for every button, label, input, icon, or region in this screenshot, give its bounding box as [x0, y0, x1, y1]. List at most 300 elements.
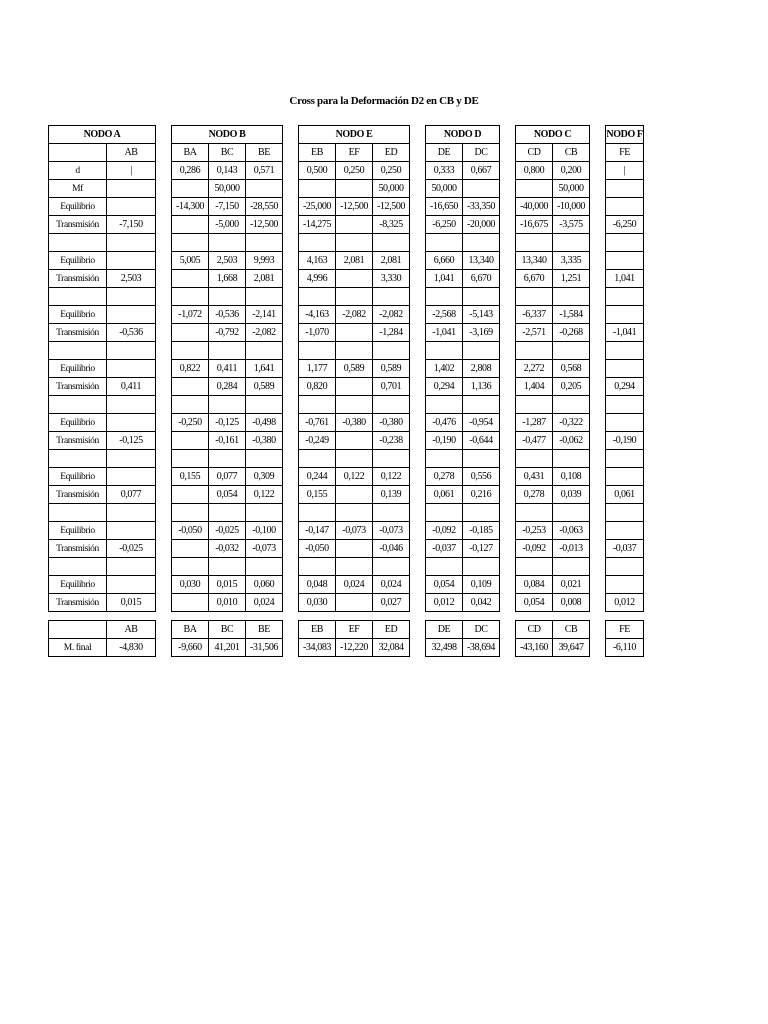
- empty-cell: [373, 288, 410, 306]
- empty-cell: [410, 558, 426, 576]
- value-cell: -16,675: [516, 216, 553, 234]
- empty-cell: [426, 234, 463, 252]
- gap-cell: [283, 180, 299, 198]
- value-cell: EB: [299, 144, 336, 162]
- value-cell: -2,082: [246, 324, 283, 342]
- empty-cell: [156, 342, 172, 360]
- empty-cell: [373, 558, 410, 576]
- empty-cell: [516, 288, 553, 306]
- value-cell: EF: [336, 144, 373, 162]
- row-label: Equilibrio: [49, 522, 107, 540]
- gap-cell: [500, 306, 516, 324]
- value-cell: 0,571: [246, 162, 283, 180]
- value-cell: 1,041: [426, 270, 463, 288]
- empty-cell: [107, 558, 156, 576]
- value-cell: -25,000: [299, 198, 336, 216]
- value-cell: -3,575: [553, 216, 590, 234]
- row-label: Equilibrio: [49, 306, 107, 324]
- value-cell: -0,063: [553, 522, 590, 540]
- gap-cell: [410, 180, 426, 198]
- spacer-row: [49, 450, 644, 468]
- value-cell: -0,032: [209, 540, 246, 558]
- final-value-cell: -38,694: [463, 639, 500, 657]
- value-cell: [463, 180, 500, 198]
- value-cell: 6,660: [426, 252, 463, 270]
- table-row: [49, 540, 644, 558]
- value-cell: -0,025: [209, 522, 246, 540]
- value-cell: DE: [426, 144, 463, 162]
- table-row: [49, 468, 644, 486]
- value-cell: AB: [107, 144, 156, 162]
- value-cell: -0,644: [463, 432, 500, 450]
- value-cell: -0,498: [246, 414, 283, 432]
- value-cell: 2,081: [373, 252, 410, 270]
- value-cell: CB: [553, 144, 590, 162]
- gap-cell: [283, 216, 299, 234]
- value-cell: 1,177: [299, 360, 336, 378]
- empty-cell: [426, 342, 463, 360]
- gap-cell: [283, 432, 299, 450]
- empty-cell: [283, 342, 299, 360]
- gap-cell: [283, 414, 299, 432]
- empty-cell: [373, 234, 410, 252]
- value-cell: 3,330: [373, 270, 410, 288]
- value-cell: 0,122: [373, 468, 410, 486]
- empty-cell: [283, 450, 299, 468]
- table-row: [49, 414, 644, 432]
- value-cell: -0,761: [299, 414, 336, 432]
- value-cell: ED: [373, 144, 410, 162]
- value-cell: 0,122: [246, 486, 283, 504]
- row-label: d: [49, 162, 107, 180]
- value-cell: [336, 540, 373, 558]
- final-header-cell: ED: [373, 621, 410, 639]
- empty-cell: [516, 558, 553, 576]
- gap-cell: [500, 540, 516, 558]
- empty-cell: [463, 504, 500, 522]
- gap-cell: [410, 198, 426, 216]
- empty-cell: [336, 342, 373, 360]
- value-cell: -2,568: [426, 306, 463, 324]
- gap-cell: [283, 540, 299, 558]
- gap-cell: [156, 522, 172, 540]
- value-cell: 5,005: [172, 252, 209, 270]
- empty-cell: [156, 450, 172, 468]
- value-cell: -0,954: [463, 414, 500, 432]
- empty-cell: [553, 396, 590, 414]
- final-header-cell: DC: [463, 621, 500, 639]
- value-cell: -0,046: [373, 540, 410, 558]
- value-cell: 0,012: [426, 594, 463, 612]
- gap-cell: [283, 594, 299, 612]
- gap-cell: [500, 324, 516, 342]
- value-cell: -0,050: [299, 540, 336, 558]
- empty-cell: [410, 450, 426, 468]
- gap-cell: [283, 270, 299, 288]
- final-value-cell: -43,160: [516, 639, 553, 657]
- gap-cell: [590, 540, 606, 558]
- value-cell: [336, 270, 373, 288]
- final-header-cell: BC: [209, 621, 246, 639]
- value-cell: -20,000: [463, 216, 500, 234]
- gap-cell: [590, 270, 606, 288]
- value-cell: 0,061: [606, 486, 644, 504]
- gap-cell: [283, 144, 299, 162]
- empty-cell: [463, 342, 500, 360]
- value-cell: -0,250: [172, 414, 209, 432]
- empty-cell: [336, 396, 373, 414]
- final-value-cell: -12,220: [336, 639, 373, 657]
- empty-cell: [283, 396, 299, 414]
- value-cell: -0,073: [336, 522, 373, 540]
- gap-cell: [500, 126, 516, 144]
- final-value-cell: -31,506: [246, 639, 283, 657]
- empty-cell: [590, 504, 606, 522]
- value-cell: -6,250: [426, 216, 463, 234]
- value-cell: 1,641: [246, 360, 283, 378]
- final-header-cell: CD: [516, 621, 553, 639]
- value-cell: DC: [463, 144, 500, 162]
- empty-cell: [426, 558, 463, 576]
- value-cell: -0,190: [606, 432, 644, 450]
- value-cell: 6,670: [463, 270, 500, 288]
- value-cell: 0,021: [553, 576, 590, 594]
- value-cell: -1,070: [299, 324, 336, 342]
- gap-cell: [156, 621, 172, 639]
- gap-cell: [283, 522, 299, 540]
- value-cell: [172, 486, 209, 504]
- value-cell: 0,012: [606, 594, 644, 612]
- value-cell: 0,589: [246, 378, 283, 396]
- gap-cell: [590, 414, 606, 432]
- gap-cell: [410, 306, 426, 324]
- gap-cell: [410, 324, 426, 342]
- value-cell: 0,122: [336, 468, 373, 486]
- table-row: [49, 198, 644, 216]
- gap-cell: [500, 162, 516, 180]
- empty-cell: [516, 396, 553, 414]
- empty-cell: [516, 234, 553, 252]
- empty-cell: [156, 558, 172, 576]
- value-cell: 0,800: [516, 162, 553, 180]
- gap-cell: [283, 378, 299, 396]
- empty-cell: [373, 342, 410, 360]
- value-cell: [606, 180, 644, 198]
- empty-cell: [246, 504, 283, 522]
- empty-cell: [107, 450, 156, 468]
- gap-cell: [156, 198, 172, 216]
- value-cell: 0,061: [426, 486, 463, 504]
- gap-cell: [156, 639, 172, 657]
- gap-cell: [500, 468, 516, 486]
- value-cell: -0,092: [516, 540, 553, 558]
- gap-cell: [500, 621, 516, 639]
- value-cell: -33,350: [463, 198, 500, 216]
- value-cell: -6,337: [516, 306, 553, 324]
- value-cell: [606, 198, 644, 216]
- row-label: Transmisión: [49, 432, 107, 450]
- value-cell: 0,278: [516, 486, 553, 504]
- empty-cell: [209, 342, 246, 360]
- gap-cell: [500, 180, 516, 198]
- empty-cell: [373, 396, 410, 414]
- row-label: [49, 144, 107, 162]
- empty-cell: [500, 342, 516, 360]
- empty-cell: [463, 234, 500, 252]
- empty-cell: [156, 396, 172, 414]
- empty-cell: [107, 234, 156, 252]
- empty-cell: [172, 450, 209, 468]
- value-cell: 2,272: [516, 360, 553, 378]
- gap-cell: [410, 360, 426, 378]
- empty-cell: [209, 450, 246, 468]
- empty-cell: [336, 234, 373, 252]
- row-label: M. final: [49, 639, 107, 657]
- final-header-cell: EB: [299, 621, 336, 639]
- gap-cell: [283, 360, 299, 378]
- value-cell: 2,503: [209, 252, 246, 270]
- empty-cell: [606, 342, 644, 360]
- spacer-row: [49, 342, 644, 360]
- gap-cell: [283, 324, 299, 342]
- value-cell: -0,380: [336, 414, 373, 432]
- gap-cell: [283, 468, 299, 486]
- value-cell: -0,253: [516, 522, 553, 540]
- table-row: [49, 486, 644, 504]
- value-cell: 6,670: [516, 270, 553, 288]
- value-cell: -8,325: [373, 216, 410, 234]
- value-cell: 0,024: [336, 576, 373, 594]
- value-cell: 0,294: [426, 378, 463, 396]
- value-cell: -14,300: [172, 198, 209, 216]
- value-cell: -0,477: [516, 432, 553, 450]
- value-cell: 0,109: [463, 576, 500, 594]
- value-cell: -0,476: [426, 414, 463, 432]
- spacer-row: [49, 396, 644, 414]
- final-value-cell: 39,647: [553, 639, 590, 657]
- value-cell: 9,993: [246, 252, 283, 270]
- empty-cell: [373, 504, 410, 522]
- empty-cell: [209, 396, 246, 414]
- value-cell: 0,333: [426, 162, 463, 180]
- gap-cell: [156, 144, 172, 162]
- node-header: NODO E: [299, 126, 410, 144]
- value-cell: 1,404: [516, 378, 553, 396]
- empty-cell: [336, 558, 373, 576]
- empty-cell: [209, 558, 246, 576]
- value-cell: [606, 522, 644, 540]
- empty-cell: [516, 450, 553, 468]
- value-cell: [606, 468, 644, 486]
- value-cell: 0,244: [299, 468, 336, 486]
- empty-cell: [209, 288, 246, 306]
- final-header-cell: BE: [246, 621, 283, 639]
- value-cell: 0,108: [553, 468, 590, 486]
- gap-cell: [590, 252, 606, 270]
- value-cell: 2,081: [246, 270, 283, 288]
- spacer-row: [49, 558, 644, 576]
- value-cell: -0,050: [172, 522, 209, 540]
- empty-cell: [336, 288, 373, 306]
- value-cell: -6,250: [606, 216, 644, 234]
- value-cell: -0,249: [299, 432, 336, 450]
- gap-cell: [590, 468, 606, 486]
- empty-cell: [246, 342, 283, 360]
- empty-cell: [500, 288, 516, 306]
- value-cell: 0,284: [209, 378, 246, 396]
- row-label: Transmisión: [49, 378, 107, 396]
- table-row: [49, 594, 644, 612]
- empty-cell: [516, 504, 553, 522]
- gap-cell: [500, 270, 516, 288]
- empty-cell: [463, 396, 500, 414]
- gap-cell: [500, 639, 516, 657]
- value-cell: -1,284: [373, 324, 410, 342]
- gap-cell: [500, 252, 516, 270]
- gap-cell: [590, 144, 606, 162]
- table-row: [49, 324, 644, 342]
- value-cell: -0,037: [606, 540, 644, 558]
- gap-cell: [500, 144, 516, 162]
- value-cell: 50,000: [209, 180, 246, 198]
- empty-cell: [553, 558, 590, 576]
- gap-cell: [500, 432, 516, 450]
- table-row: [49, 252, 644, 270]
- node-header: NODO A: [49, 126, 156, 144]
- final-value-cell: -9,660: [172, 639, 209, 657]
- gap-cell: [156, 378, 172, 396]
- value-cell: -1,584: [553, 306, 590, 324]
- row-label: Equilibrio: [49, 468, 107, 486]
- gap-cell: [410, 126, 426, 144]
- row-label: Transmisión: [49, 540, 107, 558]
- value-cell: 0,015: [107, 594, 156, 612]
- value-cell: 0,250: [336, 162, 373, 180]
- gap-cell: [283, 639, 299, 657]
- value-cell: -4,163: [299, 306, 336, 324]
- node-header: NODO B: [172, 126, 283, 144]
- gap-cell: [590, 486, 606, 504]
- empty-cell: [590, 234, 606, 252]
- empty-cell: [426, 396, 463, 414]
- final-moments-table: [48, 620, 644, 657]
- value-cell: 0,701: [373, 378, 410, 396]
- final-header-cell: CB: [553, 621, 590, 639]
- empty-cell: [49, 396, 107, 414]
- gap-cell: [500, 198, 516, 216]
- value-cell: 1,668: [209, 270, 246, 288]
- table-row: [49, 144, 644, 162]
- row-label: Transmisión: [49, 216, 107, 234]
- value-cell: -0,322: [553, 414, 590, 432]
- empty-cell: [410, 288, 426, 306]
- gap-cell: [283, 252, 299, 270]
- value-cell: -14,275: [299, 216, 336, 234]
- final-header-row: [49, 621, 644, 639]
- gap-cell: [410, 540, 426, 558]
- empty-cell: [172, 504, 209, 522]
- value-cell: 2,808: [463, 360, 500, 378]
- row-label: Transmisión: [49, 486, 107, 504]
- gap-cell: [156, 594, 172, 612]
- gap-cell: [410, 162, 426, 180]
- value-cell: 0,200: [553, 162, 590, 180]
- gap-cell: [500, 576, 516, 594]
- value-cell: 0,084: [516, 576, 553, 594]
- gap-cell: [410, 144, 426, 162]
- empty-cell: [463, 288, 500, 306]
- value-cell: 0,015: [209, 576, 246, 594]
- value-cell: 0,589: [336, 360, 373, 378]
- empty-cell: [299, 342, 336, 360]
- table-row: [49, 180, 644, 198]
- gap-cell: [590, 306, 606, 324]
- empty-cell: [410, 396, 426, 414]
- value-cell: 4,996: [299, 270, 336, 288]
- value-cell: 0,309: [246, 468, 283, 486]
- gap-cell: [590, 378, 606, 396]
- empty-cell: [590, 288, 606, 306]
- value-cell: 0,216: [463, 486, 500, 504]
- value-cell: [336, 180, 373, 198]
- gap-cell: [590, 594, 606, 612]
- empty-cell: [590, 450, 606, 468]
- value-cell: 0,139: [373, 486, 410, 504]
- empty-cell: [49, 558, 107, 576]
- value-cell: 13,340: [516, 252, 553, 270]
- gap-cell: [156, 576, 172, 594]
- value-cell: |: [606, 162, 644, 180]
- empty-cell: [373, 450, 410, 468]
- value-cell: 0,024: [373, 576, 410, 594]
- gap-cell: [283, 576, 299, 594]
- gap-cell: [590, 126, 606, 144]
- empty-cell: [299, 558, 336, 576]
- gap-cell: [590, 522, 606, 540]
- value-cell: -0,380: [246, 432, 283, 450]
- value-cell: 0,054: [516, 594, 553, 612]
- table-row: [49, 378, 644, 396]
- gap-cell: [590, 162, 606, 180]
- final-value-cell: 41,201: [209, 639, 246, 657]
- gap-cell: [156, 252, 172, 270]
- value-cell: -0,073: [373, 522, 410, 540]
- value-cell: 0,155: [172, 468, 209, 486]
- value-cell: -2,082: [336, 306, 373, 324]
- value-cell: 0,286: [172, 162, 209, 180]
- gap-cell: [590, 576, 606, 594]
- gap-cell: [590, 324, 606, 342]
- value-cell: 0,294: [606, 378, 644, 396]
- value-cell: -3,169: [463, 324, 500, 342]
- table-row: [49, 432, 644, 450]
- empty-cell: [463, 558, 500, 576]
- value-cell: -0,380: [373, 414, 410, 432]
- empty-cell: [553, 450, 590, 468]
- value-cell: -28,550: [246, 198, 283, 216]
- gap-cell: [410, 432, 426, 450]
- value-cell: -10,000: [553, 198, 590, 216]
- value-cell: [606, 576, 644, 594]
- final-header-cell: FE: [606, 621, 644, 639]
- empty-cell: [336, 504, 373, 522]
- empty-cell: [590, 558, 606, 576]
- value-cell: [336, 216, 373, 234]
- gap-cell: [156, 414, 172, 432]
- value-cell: -0,238: [373, 432, 410, 450]
- empty-cell: [49, 504, 107, 522]
- gap-cell: [410, 378, 426, 396]
